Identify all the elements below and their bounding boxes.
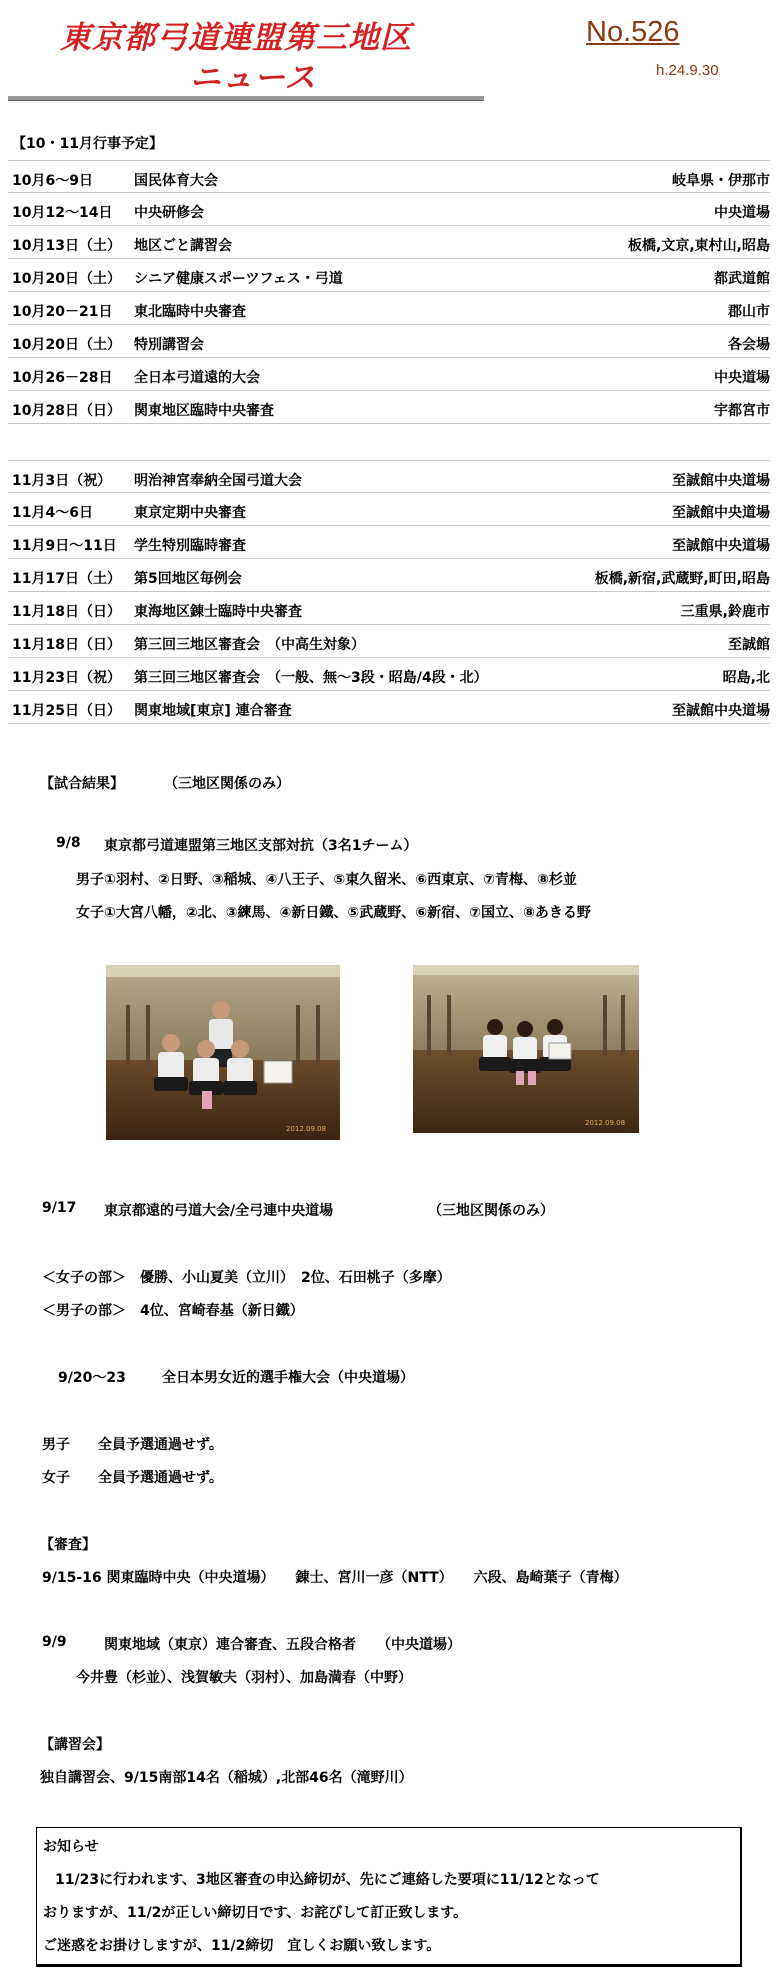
lecture-line: 独自講習会、9/15南部14名（稲城）,北部46名（滝野川） <box>40 1770 413 1786</box>
match2-title: 東京都遠的弓道大会/全弓連中央道場 <box>104 1203 334 1219</box>
schedule-date: 11月3日（祝） <box>12 473 112 489</box>
notice-line-1: 11/23に行われます、3地区審査の申込締切が、先にご連絡した要項に11/12となって <box>55 1872 600 1888</box>
match1-title: 東京都弓道連盟第三地区支部対抗（3名1チーム） <box>104 838 418 854</box>
schedule-row <box>8 625 770 658</box>
schedule-row <box>8 325 770 358</box>
newsletter-subtitle: ニュース <box>190 60 317 96</box>
schedule-place: 岐阜県・伊那市 <box>672 173 770 189</box>
schedule-place: 至誠館中央道場 <box>672 703 770 719</box>
schedule-date: 11月4～6日 <box>12 505 93 521</box>
schedule-place: 宇都宮市 <box>714 403 770 419</box>
men-team-photo <box>106 965 340 1140</box>
schedule-row <box>8 391 770 424</box>
schedule-place: 郡山市 <box>728 304 770 320</box>
schedule-row <box>8 259 770 292</box>
schedule-event: 第三回三地区審査会 （中高生対象） <box>134 637 365 653</box>
notice-heading: お知らせ <box>43 1839 99 1855</box>
schedule-event: 特別講習会 <box>134 337 204 353</box>
november-schedule-table <box>8 460 770 724</box>
schedule-place: 中央道場 <box>714 205 770 221</box>
schedule-row <box>8 592 770 625</box>
schedule-event: 明治神宮奉納全国弓道大会 <box>134 473 302 489</box>
schedule-row <box>8 460 770 493</box>
exam-line-1: 9/15-16 関東臨時中央（中央道場） 錬士、宮川一彦（NTT） 六段、島崎葉子（青梅） <box>42 1570 628 1586</box>
schedule-place: 板橋,新宿,武蔵野,町田,昭島 <box>594 571 770 587</box>
schedule-row <box>8 193 770 226</box>
schedule-event: 中央研修会 <box>134 205 204 221</box>
schedule-date: 10月13日（土） <box>12 238 121 254</box>
schedule-date: 10月20日（土） <box>12 271 121 287</box>
schedule-place: 至誠館中央道場 <box>672 473 770 489</box>
schedule-row <box>8 493 770 526</box>
match2-note: （三地区関係のみ） <box>428 1203 554 1219</box>
exam-line-2: 関東地域（東京）連合審査、五段合格者 （中央道場） <box>104 1637 461 1653</box>
match1-date: 9/8 <box>56 835 81 851</box>
match3-date: 9/20～23 <box>58 1370 126 1386</box>
notice-line-2: おりますが、11/2が正しい締切日です、お詫びして訂正致します。 <box>43 1905 468 1921</box>
women-team-photo <box>413 965 639 1133</box>
schedule-row <box>8 526 770 559</box>
match3-title: 全日本男女近的選手権大会（中央道場） <box>162 1370 414 1386</box>
schedule-place: 都武道館 <box>714 271 770 287</box>
exam-line-3: 今井豊（杉並）、浅賀敏夫（羽村）、加島満春（中野） <box>76 1670 412 1686</box>
schedule-event: 国民体育大会 <box>134 173 218 189</box>
exam-line-2-date: 9/9 <box>42 1634 67 1650</box>
schedule-place: 中央道場 <box>714 370 770 386</box>
results-heading: 【試合結果】 <box>40 776 124 792</box>
schedule-date: 11月25日（日） <box>12 703 121 719</box>
schedule-date: 11月17日（土） <box>12 571 121 587</box>
schedule-date: 11月9日～11日 <box>12 538 117 554</box>
schedule-row <box>8 358 770 391</box>
october-schedule-table <box>8 160 770 424</box>
schedule-place: 至誠館 <box>728 637 770 653</box>
results-heading-note: （三地区関係のみ） <box>164 776 290 792</box>
schedule-event: 第5回地区毎例会 <box>134 571 242 587</box>
schedule-place: 板橋,文京,東村山,昭島 <box>628 238 770 254</box>
schedule-event: シニア健康スポーツフェス・弓道 <box>134 271 343 287</box>
match1-women-results: 女子①大宮八幡，②北、③練馬、④新日鐵、⑤武蔵野、⑥新宿、⑦国立、⑧あきる野 <box>76 905 591 921</box>
issue-date: h.24.9.30 <box>656 62 719 79</box>
women-division-result: ＜女子の部＞ 優勝、小山夏美（立川） 2位、石田桃子（多摩） <box>42 1270 451 1286</box>
schedule-heading: 【10・11月行事予定】 <box>12 136 163 152</box>
men-result: 男子 全員予選通過せず。 <box>42 1437 223 1453</box>
schedule-date: 11月18日（日） <box>12 604 121 620</box>
schedule-place: 至誠館中央道場 <box>672 538 770 554</box>
schedule-place: 至誠館中央道場 <box>672 505 770 521</box>
notice-box <box>36 1827 742 1967</box>
schedule-row <box>8 658 770 691</box>
schedule-date: 10月26－28日 <box>12 370 113 386</box>
issue-number: No.526 <box>586 16 680 48</box>
newsletter-title: 東京都弓道連盟第三地区 <box>60 20 412 56</box>
schedule-date: 11月23日（祝） <box>12 670 121 686</box>
schedule-event: 東京定期中央審査 <box>134 505 246 521</box>
schedule-date: 10月6～9日 <box>12 173 93 189</box>
schedule-event: 関東地域[東京] 連合審査 <box>134 703 292 719</box>
schedule-event: 地区ごと講習会 <box>134 238 232 254</box>
schedule-event: 第三回三地区審査会 （一般、無～3段・昭島/4段・北） <box>134 670 488 686</box>
match1-men-results: 男子①羽村、②日野、③稲城、④八王子、⑤東久留米、⑥西東京、⑦青梅、⑧杉並 <box>76 872 577 888</box>
photo2-timestamp: 2012.09.08 <box>585 1119 626 1127</box>
schedule-event: 関東地区臨時中央審査 <box>134 403 274 419</box>
women-result: 女子 全員予選通過せず。 <box>42 1470 223 1486</box>
schedule-event: 全日本弓道遠的大会 <box>134 370 260 386</box>
schedule-event: 東海地区錬士臨時中央審査 <box>134 604 302 620</box>
schedule-row <box>8 226 770 259</box>
schedule-row <box>8 559 770 592</box>
newsletter-header <box>0 0 776 105</box>
schedule-event: 東北臨時中央審査 <box>134 304 246 320</box>
schedule-place: 三重県,鈴鹿市 <box>680 604 770 620</box>
schedule-event: 学生特別臨時審査 <box>134 538 246 554</box>
men-division-result: ＜男子の部＞ 4位、宮崎春基（新日鐵） <box>42 1303 304 1319</box>
header-divider <box>8 96 484 101</box>
schedule-row <box>8 160 770 193</box>
lecture-heading: 【講習会】 <box>40 1737 110 1753</box>
schedule-date: 10月28日（日） <box>12 403 121 419</box>
schedule-place: 昭島,北 <box>722 670 770 686</box>
notice-line-3: ご迷惑をお掛けしますが、11/2締切 宜しくお願い致します。 <box>43 1938 441 1954</box>
exam-heading: 【審査】 <box>40 1537 96 1553</box>
schedule-row <box>8 292 770 325</box>
match2-date: 9/17 <box>42 1200 77 1216</box>
photo1-timestamp: 2012.09.08 <box>286 1125 327 1133</box>
schedule-date: 10月20－21日 <box>12 304 113 320</box>
schedule-row <box>8 691 770 724</box>
schedule-place: 各会場 <box>728 337 770 353</box>
schedule-date: 10月12～14日 <box>12 205 113 221</box>
schedule-date: 10月20日（土） <box>12 337 121 353</box>
schedule-date: 11月18日（日） <box>12 637 121 653</box>
